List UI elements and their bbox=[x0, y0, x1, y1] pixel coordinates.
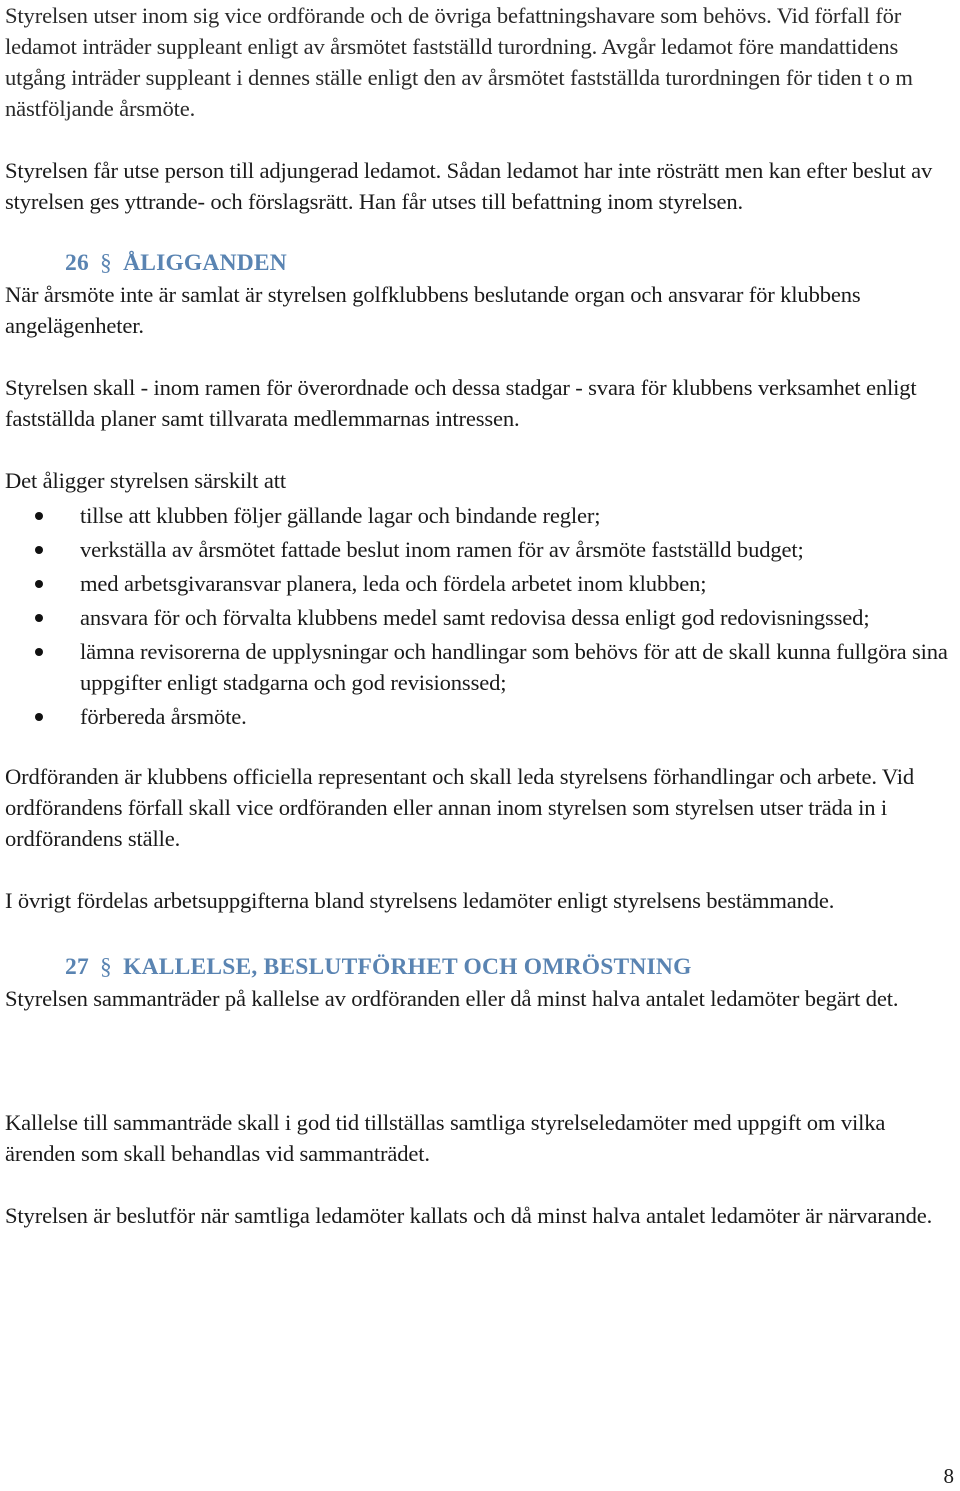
section-26-paragraph-2: Styrelsen skall - inom ramen för överordnade och dessa stadgar - svara för klubbens verksamhet enligt fastställda planer samt tillvarata medlemmarnas intressen. bbox=[5, 375, 917, 431]
duties-intro: Det åligger styrelsen särskilt att bbox=[5, 468, 287, 493]
bullet-icon bbox=[35, 713, 43, 721]
list-item-text: verkställa av årsmötet fattade beslut inom ramen för av årsmöte fastställd budget; bbox=[80, 537, 804, 562]
bullet-icon bbox=[35, 648, 43, 656]
section-26-paragraph-3: Ordföranden är klubbens officiella representant och skall leda styrelsens förhandlingar och arbete. Vid ordförandens förfall skall vice ordföranden eller annan inom styrelsen som styrelsen utser träda in i ordförandens ställe. bbox=[5, 764, 914, 851]
list-item-text: ansvara för och förvalta klubbens medel samt redovisa dessa enligt god redovisningssed; bbox=[80, 605, 870, 630]
duties-list bbox=[5, 500, 955, 732]
section-27-number: 27 bbox=[65, 954, 89, 980]
section-26-title: ÅLIGGANDEN bbox=[123, 250, 287, 276]
list-item bbox=[5, 534, 955, 565]
section-27-paragraph-3: Styrelsen är beslutför när samtliga ledamöter kallats och då minst halva antalet ledamöter är närvarande. bbox=[5, 1203, 933, 1228]
bullet-icon bbox=[35, 580, 43, 588]
section-symbol: § bbox=[100, 954, 112, 980]
section-27-title: KALLELSE, BESLUTFÖRHET OCH OMRÖSTNING bbox=[123, 954, 692, 980]
list-item bbox=[5, 568, 955, 599]
section-26-number: 26 bbox=[65, 250, 89, 276]
list-item-text: lämna revisorerna de upplysningar och handlingar som behövs för att de skall kunna fullgöra sina uppgifter enligt stadgarna och god revisionssed; bbox=[80, 639, 948, 695]
section-26-paragraph-4: I övrigt fördelas arbetsuppgifterna bland styrelsens ledamöter enligt styrelsens bestämmande. bbox=[5, 888, 835, 913]
bullet-icon bbox=[35, 512, 43, 520]
intro-paragraph-2: Styrelsen får utse person till adjungerad ledamot. Sådan ledamot har inte rösträtt men kan efter beslut av styrelsen ges yttrande- och förslagsrätt. Han får utses till befattning inom styrelsen. bbox=[5, 158, 933, 214]
list-item bbox=[5, 500, 955, 531]
list-item bbox=[5, 636, 955, 698]
list-item-text: tillse att klubben följer gällande lagar och bindande regler; bbox=[80, 503, 601, 528]
section-27-heading bbox=[5, 952, 955, 983]
list-item-text: förbereda årsmöte. bbox=[80, 704, 247, 729]
page-number: 8 bbox=[943, 1464, 954, 1488]
document-page bbox=[5, 0, 955, 1231]
section-27-paragraph-2: Kallelse till sammanträde skall i god tid tillställas samtliga styrelseledamöter med uppgift om vilka ärenden som skall behandlas vid sammanträdet. bbox=[5, 1110, 886, 1166]
intro-paragraph-1: Styrelsen utser inom sig vice ordförande och de övriga befattningshavare som behövs. Vid förfall för ledamot inträder suppleant enligt av årsmötet fastställd turordning. Avgår ledamot före mandattidens utgång inträder suppleant i dennes ställe enligt den av årsmötet fastställda turordningen för tiden t o m nästföljande årsmöte. bbox=[5, 3, 913, 121]
section-26-paragraph-1: När årsmöte inte är samlat är styrelsen golfklubbens beslutande organ och ansvarar för klubbens angelägenheter. bbox=[5, 282, 861, 338]
list-item-text: med arbetsgivaransvar planera, leda och fördela arbetet inom klubben; bbox=[80, 571, 707, 596]
list-item bbox=[5, 602, 955, 633]
list-item bbox=[5, 701, 955, 732]
section-26-heading bbox=[5, 248, 955, 279]
bullet-icon bbox=[35, 614, 43, 622]
bullet-icon bbox=[35, 546, 43, 554]
section-symbol: § bbox=[100, 250, 112, 276]
section-27-paragraph-1: Styrelsen sammanträder på kallelse av ordföranden eller då minst halva antalet ledamöter begärt det. bbox=[5, 986, 899, 1011]
